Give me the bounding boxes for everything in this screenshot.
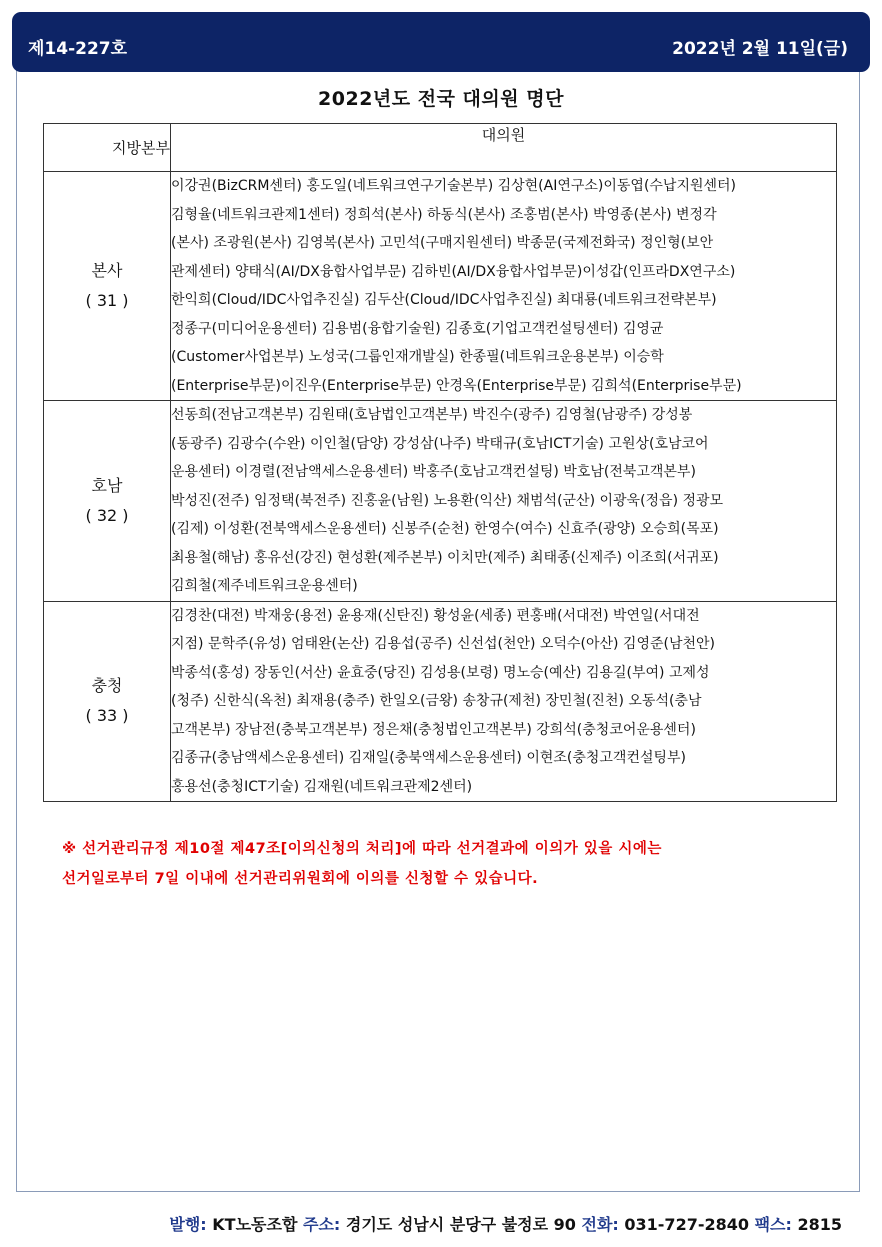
delegate-line: 김희철(제주네트워크운용센터)	[171, 578, 358, 594]
delegate-line: 운용센터) 이경렬(전남액세스운용센터) 박홍주(호남고객컨설팅) 박호남(전북고객본부)	[171, 464, 696, 480]
notice-line: ※ 선거관리규정 제10절 제47조[이의신청의 처리]에 따라 선거결과에 이의가 있을 시에는	[62, 841, 662, 857]
delegate-line: 이강권(BizCRM센터) 홍도일(네트워크연구기술본부) 김상현(AI연구소)이동엽(수납지원센터)	[171, 178, 737, 194]
objection-notice	[62, 834, 662, 894]
delegates-column-header: 대의원	[171, 124, 837, 172]
publisher-label: 발행:	[169, 1215, 207, 1234]
document-title: 2022년도 전국 대의원 명단	[318, 88, 564, 110]
delegate-line: 최용철(해남) 홍유선(강진) 현성환(제주본부) 이치만(제주) 최태종(신제주) 이조희(서귀포)	[171, 549, 719, 566]
region-name: 호남	[91, 475, 123, 495]
region-cell	[44, 401, 171, 602]
delegate-line: (김제) 이성환(전북액세스운용센터) 신봉주(순천) 한영수(여수) 신효주(광양) 오승희(목포)	[171, 521, 719, 537]
delegate-line: 정종구(미디어운용센터) 김용범(융합기술원) 김종호(기업고객컨설팅센터) 김영균	[171, 320, 664, 337]
delegate-line: 박종석(홍성) 장동인(서산) 윤효중(당진) 김성용(보령) 명노승(예산) 김용길(부여) 고제성	[171, 664, 710, 681]
phone-value: 031-727-2840	[624, 1215, 749, 1234]
publisher-footer	[0, 1212, 882, 1235]
region-name: 본사	[91, 261, 123, 280]
phone-label: 전화:	[581, 1215, 619, 1234]
delegate-list	[171, 401, 837, 602]
delegate-line: (동광주) 김광수(수완) 이인철(담양) 강성삼(나주) 박태규(호남ICT기술) 고원상(호남코어	[171, 435, 709, 452]
delegate-line: 지점) 문학주(유성) 엄태완(논산) 김용섭(공주) 신선섭(천안) 오덕수(아산) 김영준(남천안)	[171, 636, 715, 652]
region-cell	[44, 601, 171, 802]
issue-number: 제14-227호	[28, 39, 128, 59]
table-header-row	[44, 124, 837, 172]
delegate-line: 선동희(전남고객본부) 김원태(호남법인고객본부) 박진수(광주) 김영철(남광주) 강성봉	[171, 407, 693, 423]
address-label: 주소:	[303, 1215, 341, 1234]
address-value: 경기도 성남시 분당구 불정로 90	[345, 1215, 576, 1234]
region-column-header: 지방본부	[44, 124, 171, 172]
fax-value: 2815	[797, 1215, 842, 1234]
region-cell	[44, 172, 171, 401]
delegate-line: (청주) 신한식(옥천) 최재용(충주) 한일오(금왕) 송창규(제천) 장민철(진천) 오동석(충남	[171, 693, 702, 709]
notice-line: 선거일로부터 7일 이내에 선거관리위원회에 이의를 신청할 수 있습니다.	[62, 871, 539, 887]
newsletter-header	[12, 12, 870, 72]
table-row	[44, 401, 837, 602]
delegate-line: 고객본부) 장남전(충북고객본부) 정은채(충청법인고객본부) 강희석(충청코어운용센터)	[171, 721, 696, 738]
delegate-line: 김종규(충남액세스운용센터) 김재일(충북액세스운용센터) 이현조(충청고객컨설팅부)	[171, 750, 687, 766]
delegate-line: (본사) 조광원(본사) 김영복(본사) 고민석(구매지원센터) 박종문(국제전화국) 정인형(보안	[171, 235, 714, 251]
delegate-table	[43, 123, 837, 802]
delegate-line: 한익희(Cloud/IDC사업추진실) 김두산(Cloud/IDC사업추진실) 최대룡(네트워크전략본부)	[171, 292, 717, 308]
table-row	[44, 601, 837, 802]
delegate-list	[171, 172, 837, 401]
table-row	[44, 172, 837, 401]
region-count: ( 32 )	[85, 505, 129, 525]
fax-label: 팩스:	[754, 1215, 792, 1234]
region-count: ( 33 )	[85, 706, 129, 726]
delegate-line: 관제센터) 양태식(AI/DX융합사업부문) 김하빈(AI/DX융합사업부문)이성갑(인프라DX연구소)	[171, 263, 736, 280]
delegate-line: 박성진(전주) 임정택(북전주) 진홍윤(남원) 노용환(익산) 채범석(군산) 이광욱(정읍) 정광모	[171, 492, 724, 509]
issue-date: 2022년 2월 11일(금)	[672, 39, 848, 59]
region-count: ( 31 )	[85, 291, 129, 310]
delegate-line: 홍용선(충청ICT기술) 김재원(네트워크관제2센터)	[171, 778, 473, 795]
region-name: 충청	[91, 676, 123, 696]
delegate-list	[171, 601, 837, 802]
delegate-line: 김형율(네트워크관제1센터) 정희석(본사) 하동식(본사) 조홍범(본사) 박영종(본사) 변정각	[171, 206, 717, 223]
publisher-name: KT노동조합	[212, 1215, 298, 1234]
delegate-line: (Enterprise부문)이진우(Enterprise부문) 안경옥(Enterprise부문) 김희석(Enterprise부문)	[171, 377, 742, 394]
delegate-line: 김경찬(대전) 박재웅(용전) 윤용재(신탄진) 황성윤(세종) 편홍배(서대전) 박연일(서대전	[171, 607, 700, 624]
delegate-line: (Customer사업본부) 노성국(그룹인재개발실) 한종필(네트워크운용본부) 이승학	[171, 349, 664, 365]
